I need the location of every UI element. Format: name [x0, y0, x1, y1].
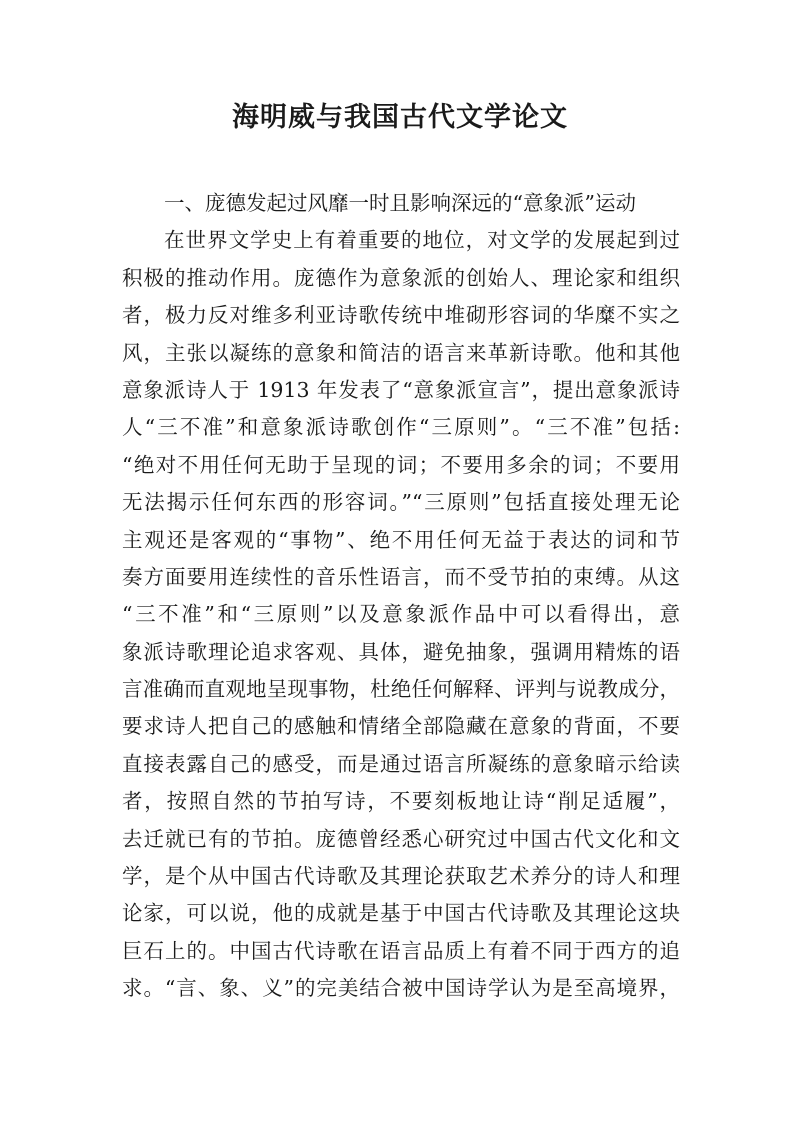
paragraph-line: 求。“言、象、义”的完美结合被中国诗学认为是至高境界， [122, 976, 680, 1001]
paragraph-line: 奏方面要用连续性的音乐性语言，而不受节拍的束缚。从这 [122, 564, 680, 589]
paragraph-line: 积极的推动作用。庞德作为意象派的创始人、理论家和组织 [122, 265, 680, 290]
paragraph-line: 者，极力反对维多利亚诗歌传统中堆砌形容词的华糜不实之 [122, 303, 680, 328]
paragraph-line: 要求诗人把自己的感触和情绪全部隐藏在意象的背面，不要 [122, 714, 680, 739]
paragraph-line: “绝对不用任何无助于呈现的词；不要用多余的词；不要用 [122, 452, 680, 477]
section-heading: 一、庞德发起过风靡一时且影响深远的“意象派”运动 [164, 191, 636, 215]
document-title: 海明威与我国古代文学论文 [232, 102, 568, 133]
paragraph-line: 学，是个从中国古代诗歌及其理论获取艺术养分的诗人和理 [122, 864, 680, 889]
paragraph-line: 论家，可以说，他的成就是基于中国古代诗歌及其理论这块 [122, 901, 680, 926]
paragraph-line: 者，按照自然的节拍写诗，不要刻板地让诗“削足适履”， [122, 789, 680, 814]
paragraph-line: 主观还是客观的“事物”、绝不用任何无益于表达的词和节 [122, 527, 680, 552]
document-body [122, 185, 680, 1008]
paragraph-line: 象派诗歌理论追求客观、具体，避免抽象，强调用精炼的语 [122, 639, 680, 664]
paragraph-line: “三不准”和“三原则”以及意象派作品中可以看得出，意 [122, 602, 680, 627]
paragraph-line: 在世界文学史上有着重要的地位，对文学的发展起到过 [164, 228, 680, 253]
paragraph-line: 去迁就已有的节拍。庞德曾经悉心研究过中国古代文化和文 [122, 826, 680, 851]
paragraph-line: 风，主张以凝练的意象和简洁的语言来革新诗歌。他和其他 [122, 340, 680, 365]
paragraph-line: 人“三不准”和意象派诗歌创作“三原则”。“三不准”包括: [122, 415, 680, 440]
paragraph-line: 言准确而直观地呈现事物，杜绝任何解释、评判与说教成分， [122, 677, 680, 702]
paragraph-line: 无法揭示任何东西的形容词。”“三原则”包括直接处理无论 [122, 490, 680, 515]
paragraph-line: 直接表露自己的感受，而是通过语言所凝练的意象暗示给读 [122, 751, 680, 776]
paragraph-line: 意象派诗人于 1913 年发表了“意象派宣言”，提出意象派诗 [122, 377, 680, 402]
paragraph-line: 巨石上的。中国古代诗歌在语言品质上有着不同于西方的追 [122, 938, 680, 963]
